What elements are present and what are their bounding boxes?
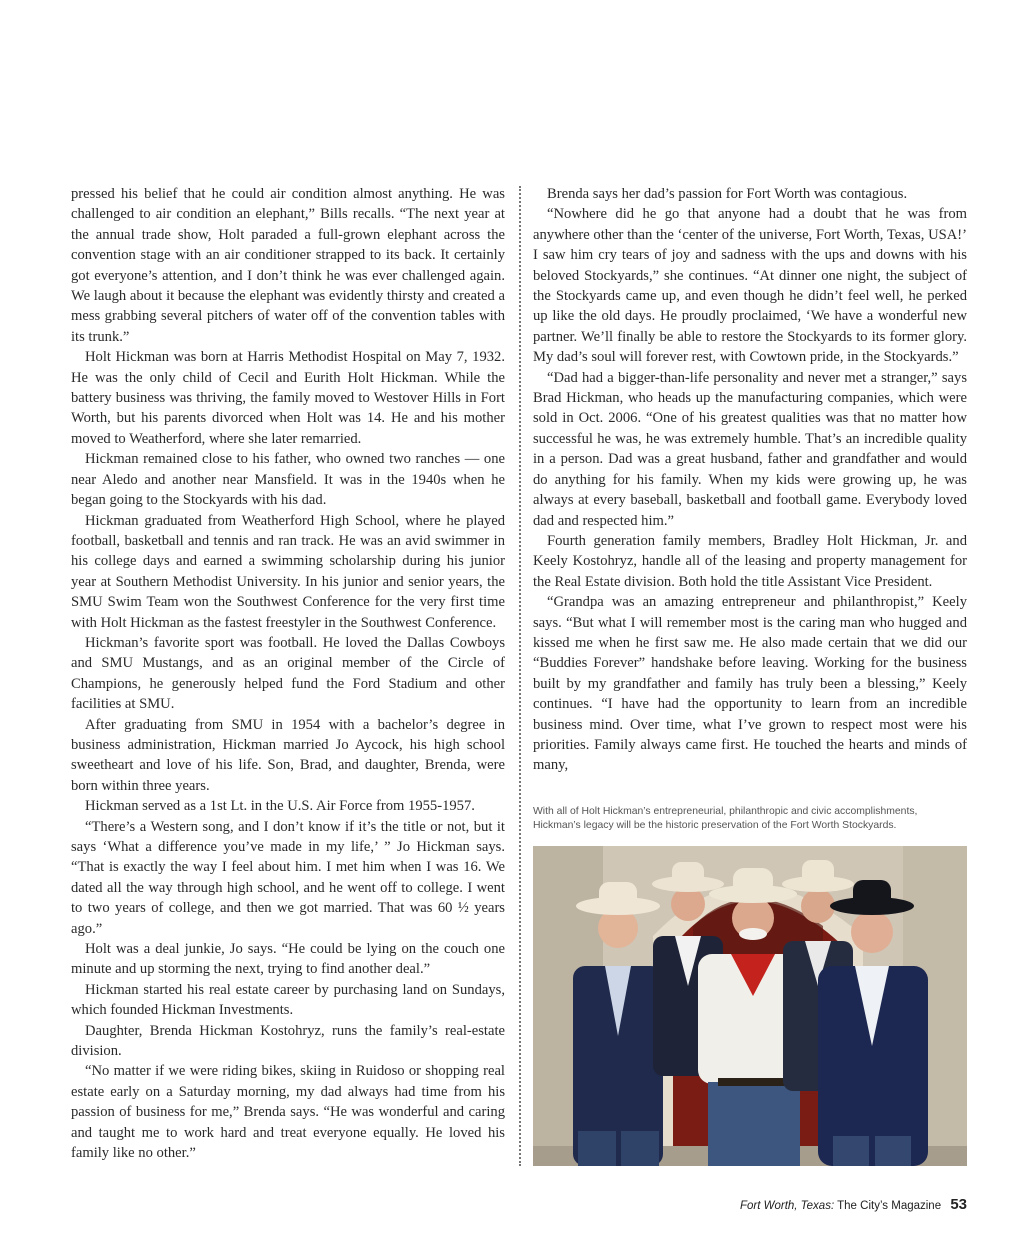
paragraph: Hickman’s favorite sport was football. He loved the Dallas Cowboys and SMU Mustangs, and as an original member of the Circle of Champions, he generously helped fund the Ford Stadium and other facilities at SMU. bbox=[71, 634, 505, 713]
paragraph: “Nowhere did he go that anyone had a doubt that he was from anywhere other than the ‘center of the universe, Fort Worth, Texas, USA!’ I saw him cry tears of joy and sadness with the ups and downs with his beloved Stockyards,” she continues. “At dinner one night, the subject of the Stockyards came up, and even though he didn’t feel well, he perked up like the old days. He proudly proclaimed, ‘We have a wonderful new partner. We’ll finally be able to restore the Stockyards to its former glory. My dad’s soul will forever rest, with Cowtown pride, in the Stockyards.” bbox=[533, 206, 967, 366]
paragraph: Fourth generation family members, Bradley Holt Hickman, Jr. and Keely Kostohryz, handle all of the leasing and property management for the Real Estate division. Both hold the title Assistant Vice President. bbox=[533, 532, 967, 590]
paragraph: pressed his belief that he could air condition almost anything. He was challenged to air condition an elephant,” Bills recalls. “The next year at the annual trade show, Holt paraded a full-grown elephant across the convention stage with an air conditioner strapped to its back. It certainly got everyone’s attention, and I don’t think he was ever challenged again. We laugh about it because the elephant was evidently thirsty and created a mess grabbing several pitchers of water off of the convention tables with its trunk.” bbox=[71, 186, 505, 345]
photo-illustration bbox=[533, 846, 967, 1166]
paragraph: Hickman graduated from Weatherford High School, where he played football, basketball and tennis and ran track. He was an avid swimmer in his college days and earned a swimming scholarship during his junior year at Southern Methodist University. In his junior and senior years, the SMU Swim Team won the Southwest Conference for the very first time with Holt Hickman as the fastest freestyler in the Southwest Conference. bbox=[71, 512, 505, 631]
paragraph: “There’s a Western song, and I don’t know if it’s the title or not, but it says ‘What a difference you’ve made in my life,’ ” Jo Hickman says. “That is exactly the way I feel about him. I met him when I was 16. We dated all the way through high school, and he went off to college. I went to two years of college, and then we got married. That was 60 ½ years ago.” bbox=[71, 818, 505, 937]
paragraph: “No matter if we were riding bikes, skiing in Ruidoso or shopping real estate early on a Saturday morning, my dad always had time from his passion of business for me,” Brenda says. “He was wonderful and caring and taught me to work hard and treat everyone equally. He loved his family like no other.” bbox=[71, 1063, 505, 1162]
column-divider bbox=[519, 186, 521, 1166]
paragraph: Holt was a deal junkie, Jo says. “He could be lying on the couch one minute and up storming the next, trying to find another deal.” bbox=[71, 941, 505, 978]
paragraph: “Grandpa was an amazing entrepreneur and philanthropist,” Keely says. “But what I will remember most is the caring man who hugged and kissed me when he first saw me. He also made certain that we did our “Buddies Forever” handshake before leaving. Working for the business built by my grandfather and family has truly been a blessing,” Keely continues. “I have had the opportunity to learn from an incredible business mind. Over time, what I’ve grown to respect most were his priorities. Family always came first. He touched the hearts and minds of many, bbox=[533, 594, 967, 774]
paragraph: “Dad had a bigger-than-life personality and never met a stranger,” says Brad Hickman, who heads up the manufacturing companies, which were sold in Oct. 2006. “One of his greatest qualities was that no matter how successful he was, he was extremely humble. That’s an incredible quality in a person. Dad was a great husband, father and grandfather and would do anything for his family. When my kids were growing up, he was always at every baseball, basketball and football game. Everybody loved dad and respected him.” bbox=[533, 369, 967, 529]
paragraph: Hickman started his real estate career by purchasing land on Sundays, which founded Hickman Investments. bbox=[71, 981, 505, 1019]
magazine-name-italic: Fort Worth, Texas: bbox=[739, 1200, 835, 1212]
group-photo bbox=[533, 846, 967, 1166]
paragraph: Daughter, Brenda Hickman Kostohryz, runs the family’s real-estate division. bbox=[71, 1022, 505, 1060]
paragraph: Holt Hickman was born at Harris Methodist Hospital on May 7, 1932. He was the only child of Cecil and Eurith Holt Hickman. While the battery business was thriving, the family moved to Westover Hills in Fort Worth, but his parents divorced when Holt was 14. He and his mother moved to Weatherford, where she later remarried. bbox=[71, 349, 505, 447]
page-footer bbox=[740, 1196, 967, 1213]
paragraph: Hickman remained close to his father, who owned two ranches — one near Aledo and another near Mansfield. It was in the 1940s when he began going to the Stockyards with his dad. bbox=[71, 451, 505, 509]
paragraph: After graduating from SMU in 1954 with a bachelor’s degree in business administration, Hickman married Jo Aycock, his high school sweetheart and love of his life. Son, Brad, and daughter, Brenda, were born within three years. bbox=[71, 716, 505, 794]
caption-line: With all of Holt Hickman’s entrepreneurial, philanthropic and civic accomplishments, bbox=[533, 806, 918, 817]
article-column-right bbox=[533, 184, 967, 776]
photo-caption bbox=[533, 805, 967, 833]
page-number: 53 bbox=[950, 1196, 967, 1213]
article-column-left bbox=[71, 184, 505, 1164]
paragraph: Hickman served as a 1st Lt. in the U.S. Air Force from 1955-1957. bbox=[85, 798, 475, 815]
magazine-name-rest: The City’s Magazine bbox=[834, 1200, 942, 1212]
paragraph: Brenda says her dad’s passion for Fort Worth was contagious. bbox=[547, 186, 908, 202]
caption-line: Hickman’s legacy will be the historic preservation of the Fort Worth Stockyards. bbox=[533, 820, 897, 831]
